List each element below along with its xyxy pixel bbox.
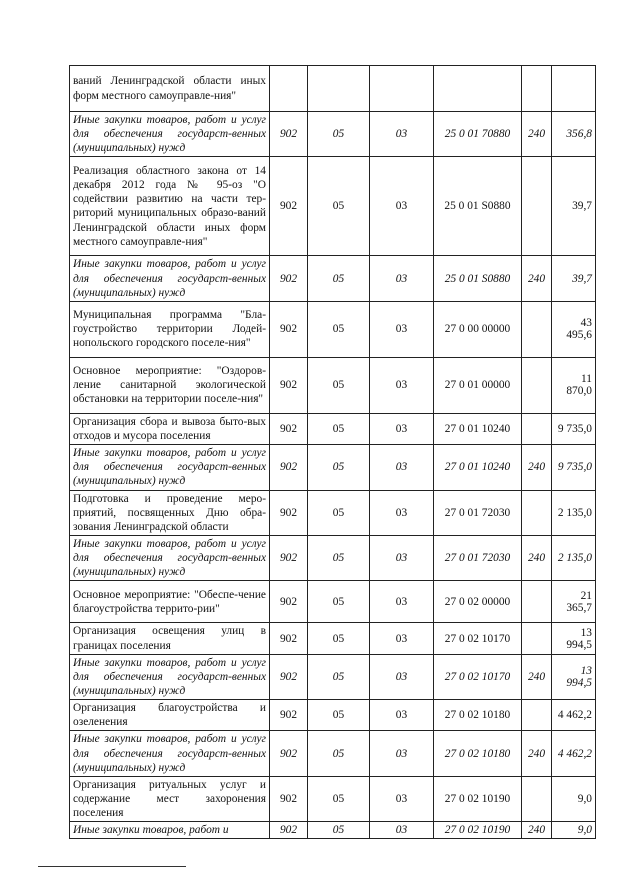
subsection-code-cell: 03 [370, 623, 434, 654]
subsection-code-cell: 03 [370, 776, 434, 821]
target-article-cell: 27 0 02 10190 [434, 776, 522, 821]
target-article-cell: 27 0 02 10180 [434, 731, 522, 776]
section-code-cell: 05 [308, 256, 370, 301]
target-article-cell: 27 0 01 72030 [434, 535, 522, 580]
table-row [70, 731, 596, 776]
expense-name-cell: Иные закупки товаров, работ и услуг для обеспечения государст-венных (муниципальных) нужд [70, 535, 270, 580]
gr-code-cell: 902 [270, 822, 308, 839]
table-row [70, 535, 596, 580]
table-row [70, 112, 596, 157]
table-row [70, 581, 596, 623]
subsection-code-cell: 03 [370, 490, 434, 535]
table-row [70, 66, 596, 112]
expense-name-cell: Основное мероприятие: "Оздоров-ление санитарной экологической обстановки на территории поселе-ния" [70, 357, 270, 413]
target-article-cell: 27 0 00 00000 [434, 301, 522, 357]
gr-code-cell: 902 [270, 256, 308, 301]
gr-code-cell: 902 [270, 623, 308, 654]
expense-type-cell [522, 581, 552, 623]
amount-cell: 356,8 [552, 112, 596, 157]
subsection-code-cell: 03 [370, 301, 434, 357]
amount-cell: 9 735,0 [552, 445, 596, 490]
section-code-cell: 05 [308, 535, 370, 580]
amount-cell: 13 994,5 [552, 654, 596, 699]
section-code-cell: 05 [308, 301, 370, 357]
subsection-code-cell [370, 66, 434, 112]
table-row [70, 357, 596, 413]
table-row [70, 700, 596, 731]
expense-name-cell: Иные закупки товаров, работ и [70, 822, 270, 839]
gr-code-cell: 902 [270, 654, 308, 699]
gr-code-cell [270, 66, 308, 112]
section-code-cell: 05 [308, 731, 370, 776]
section-code-cell [308, 66, 370, 112]
expense-type-cell: 240 [522, 112, 552, 157]
table-row [70, 776, 596, 821]
target-article-cell: 27 0 01 10240 [434, 445, 522, 490]
amount-cell [552, 66, 596, 112]
table-row [70, 822, 596, 839]
expense-name-cell: Иные закупки товаров, работ и услуг для обеспечения государст-венных (муниципальных) нужд [70, 256, 270, 301]
target-article-cell: 27 0 02 00000 [434, 581, 522, 623]
expense-type-cell [522, 490, 552, 535]
gr-code-cell: 902 [270, 301, 308, 357]
subsection-code-cell: 03 [370, 822, 434, 839]
section-code-cell: 05 [308, 157, 370, 256]
subsection-code-cell: 03 [370, 157, 434, 256]
amount-cell: 43 495,6 [552, 301, 596, 357]
section-code-cell: 05 [308, 490, 370, 535]
expense-name-cell: Иные закупки товаров, работ и услуг для обеспечения государст-венных (муниципальных) нужд [70, 731, 270, 776]
budget-table-body [70, 66, 596, 839]
expense-type-cell: 240 [522, 822, 552, 839]
table-row [70, 654, 596, 699]
amount-cell: 4 462,2 [552, 700, 596, 731]
expense-type-cell: 240 [522, 731, 552, 776]
amount-cell: 13 994,5 [552, 623, 596, 654]
amount-cell: 2 135,0 [552, 535, 596, 580]
table-row [70, 301, 596, 357]
amount-cell: 2 135,0 [552, 490, 596, 535]
gr-code-cell: 902 [270, 700, 308, 731]
expense-type-cell [522, 413, 552, 444]
gr-code-cell: 902 [270, 112, 308, 157]
amount-cell: 9 735,0 [552, 413, 596, 444]
expense-type-cell: 240 [522, 445, 552, 490]
table-row [70, 623, 596, 654]
table-row [70, 445, 596, 490]
expense-name-cell: Организация ритуальных услуг и содержание мест захоронения поселения [70, 776, 270, 821]
section-code-cell: 05 [308, 822, 370, 839]
amount-cell: 4 462,2 [552, 731, 596, 776]
footnote-separator [38, 866, 186, 867]
subsection-code-cell: 03 [370, 357, 434, 413]
target-article-cell: 27 0 02 10190 [434, 822, 522, 839]
gr-code-cell: 902 [270, 413, 308, 444]
target-article-cell: 27 0 02 10180 [434, 700, 522, 731]
table-row [70, 413, 596, 444]
expense-name-cell: Основное мероприятие: "Обеспе-чение благоустройства террито-рии" [70, 581, 270, 623]
amount-cell: 39,7 [552, 256, 596, 301]
subsection-code-cell: 03 [370, 535, 434, 580]
gr-code-cell: 902 [270, 445, 308, 490]
section-code-cell: 05 [308, 445, 370, 490]
expense-name-cell: Подготовка и проведение меро-приятий, посвященных Дню обра-зования Ленинградской области [70, 490, 270, 535]
expense-type-cell: 240 [522, 535, 552, 580]
section-code-cell: 05 [308, 357, 370, 413]
expense-name-cell: Реализация областного закона от 14 декабря 2012 года № 95-оз "О содействии развитию на части тер-риторий муниципальных образо-ваний Ленинградской области иных форм местного самоуправле-ния" [70, 157, 270, 256]
target-article-cell: 25 0 01 S0880 [434, 256, 522, 301]
subsection-code-cell: 03 [370, 581, 434, 623]
table-row [70, 157, 596, 256]
target-article-cell: 25 0 01 70880 [434, 112, 522, 157]
subsection-code-cell: 03 [370, 731, 434, 776]
amount-cell: 11 870,0 [552, 357, 596, 413]
target-article-cell [434, 66, 522, 112]
expense-type-cell: 240 [522, 256, 552, 301]
gr-code-cell: 902 [270, 157, 308, 256]
expense-type-cell: 240 [522, 654, 552, 699]
target-article-cell: 27 0 02 10170 [434, 623, 522, 654]
gr-code-cell: 902 [270, 581, 308, 623]
expense-type-cell [522, 66, 552, 112]
section-code-cell: 05 [308, 581, 370, 623]
amount-cell: 21 365,7 [552, 581, 596, 623]
expense-name-cell: Иные закупки товаров, работ и услуг для обеспечения государст-венных (муниципальных) нужд [70, 445, 270, 490]
section-code-cell: 05 [308, 776, 370, 821]
section-code-cell: 05 [308, 413, 370, 444]
gr-code-cell: 902 [270, 490, 308, 535]
subsection-code-cell: 03 [370, 413, 434, 444]
expense-name-cell: Иные закупки товаров, работ и услуг для обеспечения государст-венных (муниципальных) нужд [70, 112, 270, 157]
target-article-cell: 27 0 01 10240 [434, 413, 522, 444]
expense-type-cell [522, 157, 552, 256]
expense-type-cell [522, 776, 552, 821]
amount-cell: 9,0 [552, 822, 596, 839]
amount-cell: 39,7 [552, 157, 596, 256]
amount-cell: 9,0 [552, 776, 596, 821]
target-article-cell: 27 0 01 72030 [434, 490, 522, 535]
expense-type-cell [522, 357, 552, 413]
subsection-code-cell: 03 [370, 112, 434, 157]
expense-name-cell: Муниципальная программа "Бла-гоустройство территории Лодей-нопольского городского поселе-ния" [70, 301, 270, 357]
subsection-code-cell: 03 [370, 256, 434, 301]
budget-table [69, 65, 596, 839]
expense-name-cell: Иные закупки товаров, работ и услуг для обеспечения государст-венных (муниципальных) нужд [70, 654, 270, 699]
target-article-cell: 27 0 01 00000 [434, 357, 522, 413]
subsection-code-cell: 03 [370, 445, 434, 490]
expense-name-cell: Организация сбора и вывоза быто-вых отходов и мусора поселения [70, 413, 270, 444]
expense-name-cell: Организация благоустройства и озеленения [70, 700, 270, 731]
section-code-cell: 05 [308, 623, 370, 654]
gr-code-cell: 902 [270, 731, 308, 776]
section-code-cell: 05 [308, 112, 370, 157]
expense-type-cell [522, 301, 552, 357]
expense-type-cell [522, 623, 552, 654]
expense-name-cell: Организация освещения улиц в границах поселения [70, 623, 270, 654]
target-article-cell: 27 0 02 10170 [434, 654, 522, 699]
gr-code-cell: 902 [270, 535, 308, 580]
gr-code-cell: 902 [270, 357, 308, 413]
section-code-cell: 05 [308, 654, 370, 699]
table-row [70, 490, 596, 535]
table-row [70, 256, 596, 301]
subsection-code-cell: 03 [370, 654, 434, 699]
expense-name-cell: ваний Ленинградской области иных форм местного самоуправле-ния" [70, 66, 270, 112]
section-code-cell: 05 [308, 700, 370, 731]
gr-code-cell: 902 [270, 776, 308, 821]
expense-type-cell [522, 700, 552, 731]
target-article-cell: 25 0 01 S0880 [434, 157, 522, 256]
subsection-code-cell: 03 [370, 700, 434, 731]
